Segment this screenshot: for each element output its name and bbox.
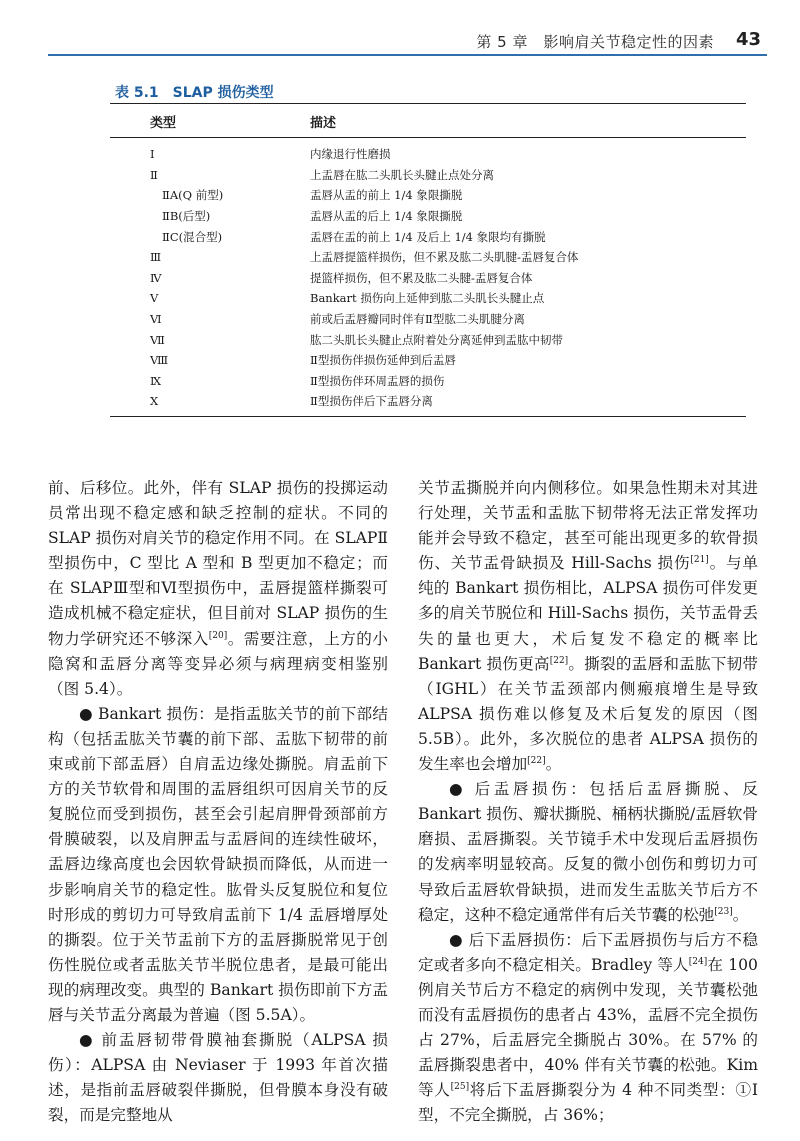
type-cell: ⅡC(混合型) <box>162 229 223 244</box>
table-row <box>110 309 746 330</box>
type-cell: ⅡA(Q 前型) <box>162 188 224 203</box>
header-rule <box>48 54 767 56</box>
table-row <box>110 350 746 371</box>
type-cell: Ⅹ <box>110 391 310 416</box>
description-cell: 上盂唇在肱二头肌长头腱止点处分离 <box>310 167 494 182</box>
paragraph-alpsa: ● 前盂唇韧带骨膜袖套撕脱（ALPSA 损伤）：ALPSA 由 Neviaser 于 1993 年首次描述，是指前盂唇破裂伴撕脱，但骨膜本身没有破裂，而是完整地从 <box>48 1031 388 1125</box>
description-cell: 前或后盂唇瓣同时伴有Ⅱ型肱二头肌腱分离 <box>310 312 525 327</box>
column-header-description: 描述 <box>310 104 746 138</box>
description-cell: 盂唇从盂的后上 1/4 象限撕脱 <box>310 209 463 224</box>
description-cell: Ⅱ型损伤伴后下盂唇分离 <box>310 391 746 416</box>
type-cell: Ⅰ <box>150 147 155 162</box>
paragraph-posteroinferior-labrum: ● 后下盂唇损伤：后下盂唇损伤与后方不稳定或者多向不稳定相关。Bradley 等人[24]在 100 例肩关节后方不稳定的病例中发现，关节囊松弛而没有盂唇损伤的患者占 43%，盂唇不完全损伤占 27%，后盂唇完全撕脱占 30%。在 57% 的盂唇撕裂患者中，40% 伴有关节囊的松弛。Kim 等人[25]将后下盂唇撕裂分为 4 种不同类型：①Ⅰ型，不完全撕脱，占 36%； <box>418 930 758 1125</box>
description-cell: Bankart 损伤向上延伸到肱二头肌长头腱止点 <box>310 291 545 306</box>
citation: [25] <box>450 1082 470 1093</box>
type-cell: Ⅴ <box>150 291 159 306</box>
table-row <box>110 288 746 309</box>
chapter-title: 第 5 章 影响肩关节稳定性的因素 <box>476 33 714 51</box>
description-cell: Ⅱ型损伤伴损伤延伸到后盂唇 <box>310 353 456 368</box>
description-cell: 盂唇从盂的前上 1/4 象限撕脱 <box>310 188 463 203</box>
type-cell: ⅡB(后型) <box>162 209 211 224</box>
type-cell: Ⅵ <box>150 312 162 327</box>
table-row <box>110 391 746 416</box>
table-row <box>110 226 746 247</box>
paragraph-posterior-labrum: ● 后盂唇损伤：包括后盂唇撕脱、反 Bankart 损伤、瓣状撕脱、桶柄状撕脱/盂唇软骨磨损、盂唇撕裂。关节镜手术中发现后盂唇损伤的发病率明显较高。反复的微小创伤和剪切力可导致后盂唇软骨缺损，进而发生盂肱关节后方不稳定，这种不稳定通常伴有后关节囊的松弛[23]。 <box>418 780 758 924</box>
column-header-type: 类型 <box>110 104 310 138</box>
table-row <box>110 138 746 165</box>
right-text-column <box>418 476 758 1128</box>
table-row <box>110 247 746 268</box>
type-cell: Ⅲ <box>150 250 162 265</box>
type-cell: Ⅳ <box>150 270 162 285</box>
citation: [21] <box>690 555 709 566</box>
slap-table <box>110 103 746 417</box>
description-cell: 内缘退行性磨损 <box>310 147 391 162</box>
running-header <box>0 0 800 60</box>
table-header-row <box>110 104 746 138</box>
paragraph: 前、后移位。此外，伴有 SLAP 损伤的投掷运动员常出现不稳定感和缺乏控制的症状。不同的 SLAP 损伤对肩关节的稳定作用不同。在 SLAPⅡ型损伤中，C 型比 A 型和 B 型更加不稳定；而在 SLAPⅢ型和Ⅵ型损伤中，盂唇提篮样撕裂可造成机械不稳定症状，但目前对 SLAP 损伤的生物力学研究还不够深入[20]。需要注意，上方的小隐窝和盂唇分离等变异必须与病理病变相鉴别（图 5.4）。 <box>48 479 389 698</box>
table-row <box>110 371 746 392</box>
table-row <box>110 165 746 186</box>
type-cell: Ⅶ <box>150 332 165 347</box>
description-cell: 盂唇在盂的前上 1/4 及后上 1/4 象限均有撕脱 <box>310 229 546 244</box>
description-cell: 肱二头肌长头腱止点附着处分离延伸到盂肱中韧带 <box>310 332 563 347</box>
table-row <box>110 185 746 206</box>
citation: [24] <box>688 956 708 967</box>
description-cell: Ⅱ型损伤伴环周盂唇的损伤 <box>310 373 445 388</box>
page-number: 43 <box>735 29 761 50</box>
type-cell: Ⅱ <box>150 167 158 182</box>
citation: [20] <box>208 630 228 641</box>
description-cell: 上盂唇提篮样损伤，但不累及肱二头肌腱-盂唇复合体 <box>310 250 579 265</box>
citation: [23] <box>714 906 733 917</box>
type-cell: Ⅷ <box>150 353 169 368</box>
table-row <box>110 268 746 289</box>
paragraph: 关节盂撕脱并向内侧移位。如果急性期未对其进行处理，关节盂和盂肱下韧带将无法正常发挥功能并会导致不稳定，甚至可能出现更多的软骨损伤、关节盂骨缺损及 Hill-Sachs 损伤[21]。与单纯的 Bankart 损伤相比，ALPSA 损伤可伴发更多的肩关节脱位和 Hill-Sachs 损伤，关节盂骨丢失的量也更大，术后复发不稳定的概率比 Bankart 损伤更高[22]。撕裂的盂唇和盂肱下韧带（IGHL）在关节盂颈部内侧瘢痕增生是导致 ALPSA 损伤难以修复及术后复发的原因（图 5.5B）。此外，多次脱位的患者 ALPSA 损伤的发生率也会增加[22]。 <box>418 479 759 774</box>
left-text-column <box>48 476 388 1128</box>
table-row <box>110 329 746 350</box>
description-cell: 提篮样损伤，但不累及肱二头腱-盂唇复合体 <box>310 270 533 285</box>
citation: [22] <box>549 655 569 666</box>
table-row <box>110 206 746 227</box>
type-cell: Ⅸ <box>150 373 162 388</box>
table-caption: 表 5.1 SLAP 损伤类型 <box>115 85 274 101</box>
paragraph-bankart: ● Bankart 损伤：是指盂肱关节的前下部结构（包括盂肱关节囊的前下部、盂肱下韧带的前束或前下部盂唇）自肩盂边缘处撕脱。肩盂前下方的关节软骨和周围的盂唇组织可因肩关节的反复脱位而受到损伤，甚至会引起肩胛骨颈部前方骨膜破裂，以及肩胛盂与盂唇间的连续性破坏，盂唇边缘高度也会因软骨缺损而降低，从而进一步影响肩关节的稳定性。肱骨头反复脱位和复位时形成的剪切力可导致肩盂前下 1/4 盂唇增厚处的撕裂。位于关节盂前下方的盂唇撕脱常见于创伤性脱位或者盂肱关节半脱位患者，是最可能出现的病理改变。典型的 Bankart 损伤即前下方盂唇与关节盂分离最为普遍（图 5.5A）。 <box>48 704 388 1024</box>
citation: [22] <box>527 755 546 766</box>
